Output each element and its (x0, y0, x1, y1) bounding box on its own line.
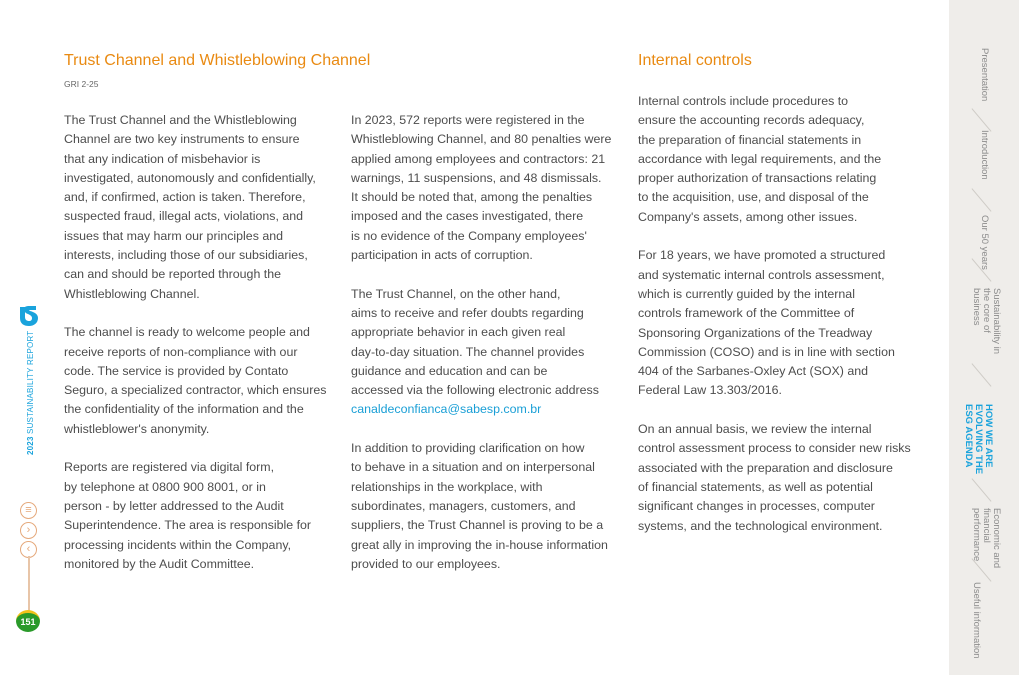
nav-separator (971, 108, 991, 132)
section-title-internal-controls: Internal controls (638, 52, 752, 69)
text-line: suppliers, the Trust Channel is proving to be a (351, 518, 604, 533)
gri-reference: GRI 2-25 (64, 79, 99, 89)
trust-channel-email-link[interactable]: canaldeconfianca@sabesp.com.br (351, 402, 542, 417)
menu-icon: ≡ (25, 504, 32, 516)
divider (28, 556, 30, 612)
text-line: 404 of the Sarbanes-Oxley Act (SOX) and (638, 364, 869, 379)
text-line: suspected fraud, illegal acts, violations, and (64, 209, 304, 224)
text-line: The channel is ready to welcome people and (64, 325, 310, 340)
section-navigation (949, 0, 1019, 675)
text-line: aims to receive and refer doubts regarding (351, 305, 584, 320)
nav-item-5[interactable]: HOW WE ARE EVOLVING THE ESG AGENDA (963, 404, 994, 475)
text-line: Internal controls include procedures to (638, 94, 849, 108)
text-line: which is currently guided by the internal (638, 286, 855, 301)
next-page-button[interactable] (20, 522, 37, 539)
text-line: by telephone at 0800 900 8001, or in (64, 479, 266, 494)
text-line: guidance and education and can be (351, 363, 548, 378)
text-line: whistleblower's anonymity. (64, 421, 210, 436)
menu-button[interactable] (20, 502, 37, 519)
text-line: Seguro, a specialized contractor, which ensures (64, 383, 327, 398)
text-line: relationships in the workplace, with (351, 479, 543, 494)
text-line: associated with the preparation and disclosure (638, 460, 893, 475)
paragraph (638, 420, 911, 536)
text-line: Federal Law 13.303/2016. (638, 383, 782, 398)
text-line: The Trust Channel and the Whistleblowing (64, 113, 297, 127)
text-line: person - by letter addressed to the Audit (64, 498, 284, 513)
text-line: Reports are registered via digital form, (64, 460, 275, 475)
text-line: of financial statements, as well as potential (638, 479, 873, 494)
text-line: code. The service is provided by Contato (64, 363, 289, 378)
text-line: accordance with legal requirements, and the (638, 151, 882, 166)
text-line: Whistleblowing Channel, and 80 penalties were (351, 132, 612, 147)
text-line: Whistleblowing Channel. (64, 286, 200, 301)
paragraph (64, 323, 326, 439)
text-line: warnings, 11 suspensions, and 48 dismissals. (351, 170, 602, 185)
text-line: issues that may harm our principles and (64, 228, 284, 243)
text-line: provided to our employees. (351, 556, 501, 571)
column-2 (351, 111, 611, 574)
chevron-left-icon: ‹ (26, 543, 31, 555)
text-line: can and should be reported through the (64, 267, 281, 282)
text-line: proper authorization of transactions relating (638, 171, 877, 186)
text-line: receive reports of non-compliance with our (64, 344, 298, 359)
paragraph (64, 458, 326, 574)
text-line: the preparation of financial statements in (638, 132, 862, 147)
text-line: Superintendence. The area is responsible for (64, 518, 312, 533)
column-1 (64, 111, 326, 574)
report-year: 2023 (26, 436, 35, 455)
nav-separator (971, 188, 991, 212)
text-line: Sponsoring Organizations of the Treadway (638, 325, 873, 340)
text-line: controls framework of the Committee of (638, 306, 855, 321)
report-title-text: SUSTAINABILITY REPORT (26, 330, 35, 434)
text-line: participation in acts of corruption. (351, 248, 533, 263)
text-line: Channel are two key instruments to ensure (64, 132, 300, 147)
text-line: In addition to providing clarification on how (351, 441, 585, 456)
paragraph (638, 246, 911, 400)
column-3 (638, 92, 911, 536)
text-line: the confidentiality of the information and the (64, 402, 304, 417)
text-line: subordinates, managers, customers, and (351, 498, 576, 513)
nav-item-3[interactable]: Our 50 years (979, 215, 990, 270)
text-line: is no evidence of the Company employees' (351, 228, 587, 243)
text-line: to the acquisition, use, and disposal of the (638, 190, 869, 205)
nav-item-2[interactable]: Introduction (979, 130, 990, 180)
paragraph (638, 92, 911, 227)
text-line: appropriate behavior in each given real (351, 325, 566, 340)
text-line: to behave in a situation and on interpersonal (351, 460, 595, 475)
page-number: 151 (16, 610, 40, 632)
text-line: systems, and the technological environment. (638, 518, 883, 533)
chevron-right-icon: › (26, 524, 31, 536)
text-line: monitored by the Audit Committee. (64, 556, 255, 571)
paragraph (351, 111, 611, 265)
text-line: significant changes in processes, computer (638, 499, 875, 514)
nav-item-4[interactable]: Sustainability in the core of business (971, 288, 1002, 355)
text-line: and systematic internal controls assessment, (638, 267, 885, 282)
text-line: processing incidents within the Company, (64, 537, 292, 552)
text-line: day-to-day situation. The channel provides (351, 344, 585, 359)
paragraph (351, 439, 611, 574)
text-line: that any indication of misbehavior is (64, 151, 261, 166)
text-line: accessed via the following electronic address (351, 383, 599, 398)
text-line: control assessment process to consider new risks (638, 441, 911, 456)
text-line: In 2023, 572 reports were registered in the (351, 113, 585, 127)
paragraph (64, 111, 326, 304)
text-line: applied among employees and contractors: 21 (351, 151, 606, 166)
text-line: Commission (COSO) and is in line with section (638, 344, 895, 359)
text-line: Company's assets, among other issues. (638, 209, 858, 224)
nav-item-7[interactable]: Useful information (971, 582, 982, 659)
text-line: interests, including those of our subsidiaries, (64, 248, 308, 263)
text-line: The Trust Channel, on the other hand, (351, 286, 561, 301)
text-line: great ally in improving the in-house information (351, 537, 608, 552)
left-bar (0, 0, 60, 675)
text-line: For 18 years, we have promoted a structured (638, 248, 886, 263)
nav-item-1[interactable]: Presentation (979, 48, 990, 102)
nav-item-6[interactable]: Economic and financial performance (971, 508, 1002, 569)
text-line: On an annual basis, we review the internal (638, 422, 872, 437)
text-line: It should be noted that, among the penalties (351, 190, 593, 205)
text-line: ensure the accounting records adequacy, (638, 113, 865, 128)
text-line: and, if confirmed, action is taken. Therefore, (64, 190, 306, 205)
report-title (26, 320, 35, 455)
section-title-trust-channel: Trust Channel and Whistleblowing Channel (64, 52, 371, 69)
text-line: investigated, autonomously and confidentially, (64, 170, 316, 185)
text-line: imposed and the cases investigated, there (351, 209, 584, 224)
paragraph (351, 285, 611, 420)
